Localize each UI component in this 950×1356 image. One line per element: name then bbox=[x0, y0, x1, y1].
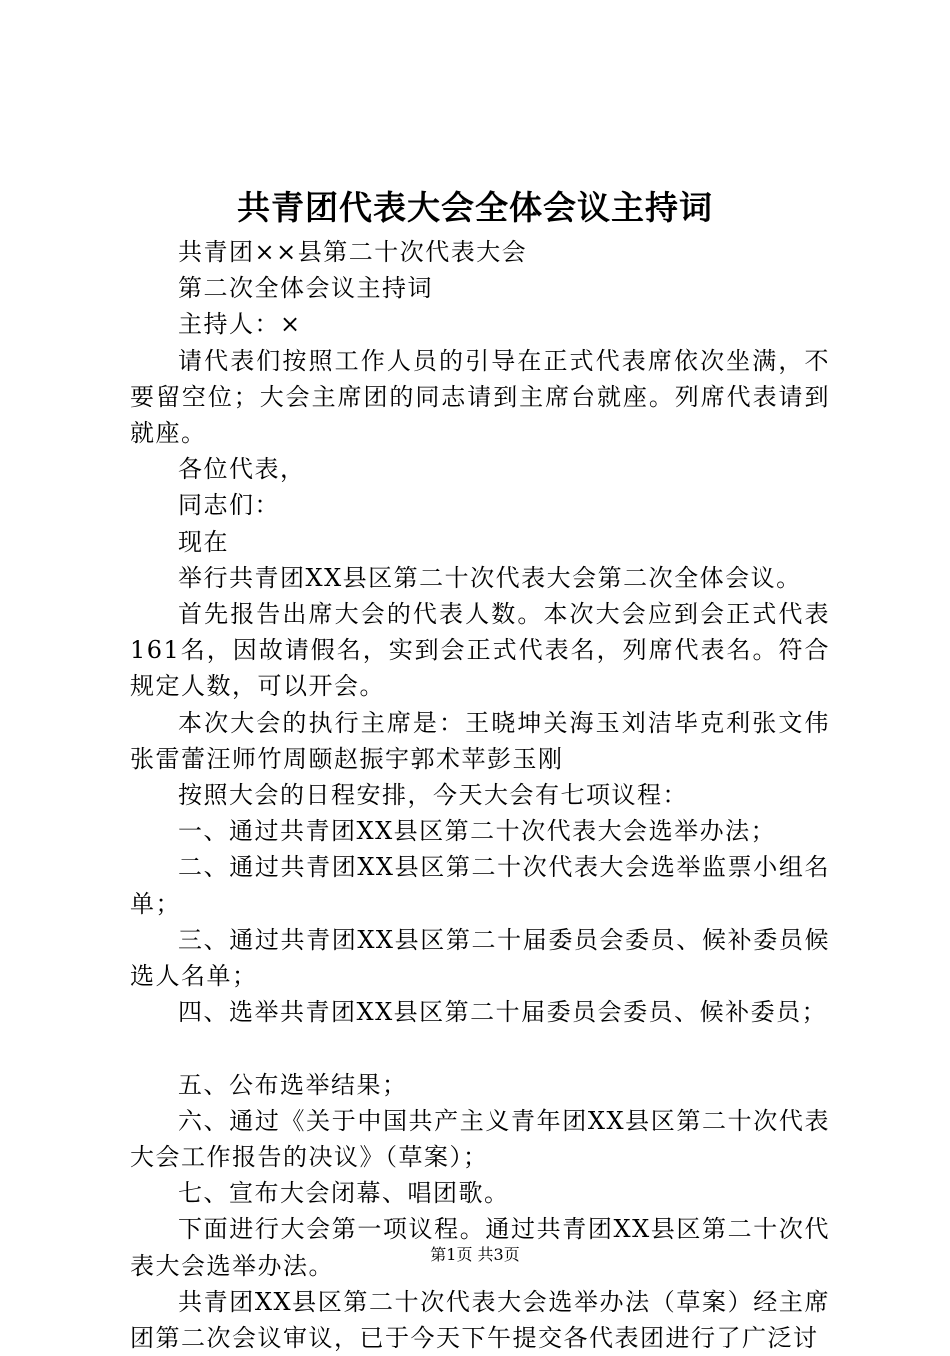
page-number-footer: 第1页 共3页 bbox=[430, 1245, 520, 1264]
agenda-item: 五、公布选举结果； bbox=[178, 1070, 408, 1099]
paragraph: 同志们： bbox=[178, 491, 280, 520]
paragraph: 主持人：× bbox=[178, 310, 302, 339]
paragraph: 按照大会的日程安排，今天大会有七项议程： bbox=[178, 781, 688, 810]
agenda-item: 七、宣布大会闭幕、唱团歌。 bbox=[178, 1179, 510, 1208]
document-title: 共青团代表大会全体会议主持词 bbox=[237, 188, 713, 227]
agenda-item: 一、通过共青团XX县区第二十次代表大会选举办法； bbox=[178, 817, 777, 846]
paragraph: 请代表们按照工作人员的引导在正式代表席依次坐满，不要留空位；大会主席团的同志请到主席台就座。列席代表请到就座。 bbox=[130, 346, 830, 448]
paragraph: 各位代表， bbox=[178, 455, 306, 484]
paragraph: 共青团××县第二十次代表大会 bbox=[178, 238, 528, 266]
document-body bbox=[130, 234, 830, 1356]
paragraph: 首先报告出席大会的代表人数。本次大会应到会正式代表161名，因故请假名，实到会正式代表名，列席代表名。符合规定人数，可以开会。 bbox=[130, 600, 830, 701]
paragraph: 本次大会的执行主席是：王晓坤关海玉刘洁毕克利张文伟张雷蕾汪师竹周颐赵振宇郭术苹彭玉刚 bbox=[130, 708, 830, 773]
agenda-item: 二、通过共青团XX县区第二十次代表大会选举监票小组名单； bbox=[130, 853, 830, 918]
agenda-item: 六、通过《关于中国共产主义青年团XX县区第二十次代表大会工作报告的决议》（草案）； bbox=[130, 1106, 830, 1172]
agenda-item: 四、选举共青团XX县区第二十届委员会委员、候补委员； bbox=[178, 998, 828, 1027]
blank-line bbox=[130, 1030, 830, 1066]
agenda-item: 三、通过共青团XX县区第二十届委员会委员、候补委员候选人名单； bbox=[130, 925, 830, 991]
paragraph: 共青团XX县区第二十次代表大会选举办法（草案）经主席团第二次会议审议，已于今天下午提交各代表团进行了广泛讨 bbox=[130, 1287, 830, 1353]
paragraph: 第二次全体会议主持词 bbox=[178, 274, 433, 303]
paragraph: 现在 bbox=[178, 527, 229, 556]
paragraph: 举行共青团XX县区第二十次代表大会第二次全体会议。 bbox=[178, 563, 802, 592]
paragraph: 下面进行大会第一项议程。通过共青团XX县区第二十次代表大会选举办法。 bbox=[130, 1215, 830, 1280]
